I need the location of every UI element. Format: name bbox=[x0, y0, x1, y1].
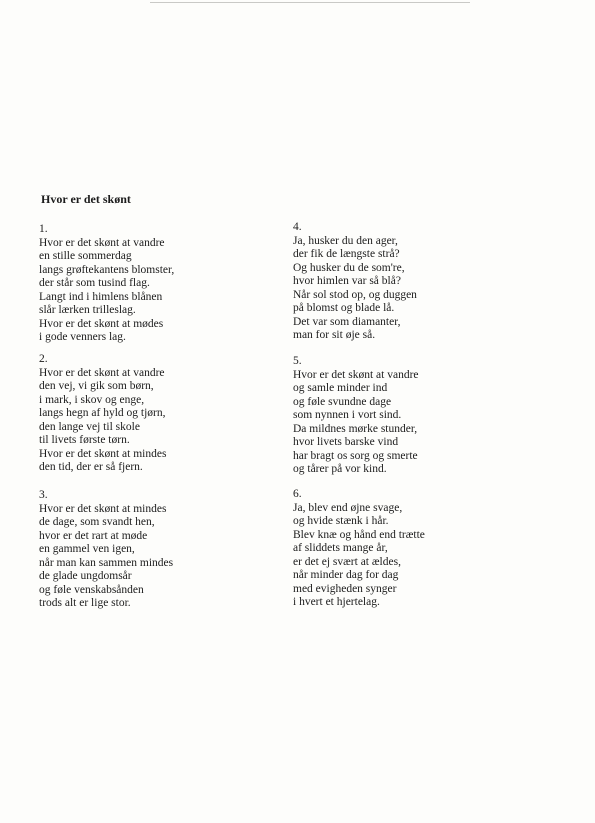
verse-line: langs grøftekantens blomster, bbox=[39, 263, 175, 276]
verse-line: Blev knæ og hånd end trætte bbox=[293, 528, 425, 541]
verse-line: den lange vej til skole bbox=[39, 420, 140, 433]
verse-line: de dage, som svandt hen, bbox=[39, 516, 155, 528]
verse-line: der står som tusind flag. bbox=[39, 277, 150, 289]
verse-number: 5. bbox=[293, 355, 302, 367]
verse-line: slår lærken trilleslag. bbox=[39, 304, 136, 316]
verse-line: på blomst og blade lå. bbox=[293, 302, 395, 314]
verse-3 bbox=[39, 489, 173, 611]
verse-line: af sliddets mange år, bbox=[293, 542, 388, 554]
verse-6 bbox=[293, 488, 425, 610]
verse-2 bbox=[39, 353, 166, 475]
verse-line: en gammel ven igen, bbox=[39, 543, 135, 555]
verse-number: 2. bbox=[39, 353, 48, 365]
scan-edge-line bbox=[150, 2, 470, 3]
verse-line: Langt ind i himlens blånen bbox=[39, 290, 163, 303]
verse-line: og føle venskabsånden bbox=[39, 583, 144, 596]
verse-line: og samle minder ind bbox=[293, 382, 388, 394]
verse-line: i hvert et hjertelag. bbox=[293, 596, 380, 608]
verse-line: Hvor er det skønt at mindes bbox=[39, 447, 167, 460]
verse-number: 1. bbox=[39, 223, 48, 235]
verse-line: hvor livets barske vind bbox=[293, 436, 399, 448]
verse-line: Ja, husker du den ager, bbox=[293, 234, 398, 247]
verse-line: Hvor er det skønt at mindes bbox=[39, 502, 167, 515]
verse-line: når man kan sammen mindes bbox=[39, 556, 174, 569]
verse-line: har bragt os sorg og smerte bbox=[293, 449, 418, 462]
verse-line: Hvor er det skønt at vandre bbox=[39, 366, 165, 379]
verse-line: Og husker du de som're, bbox=[293, 261, 405, 274]
verse-4 bbox=[293, 221, 417, 343]
verse-line: i mark, i skov og enge, bbox=[39, 393, 145, 406]
poem-title: Hvor er det skønt bbox=[41, 192, 131, 206]
verse-number: 4. bbox=[293, 221, 302, 233]
verse-line: med evigheden synger bbox=[293, 582, 397, 595]
verse-number: 6. bbox=[293, 488, 302, 500]
verse-line: og føle svundne dage bbox=[293, 395, 392, 408]
verse-5 bbox=[293, 355, 419, 477]
verse-line: hvor er det rart at møde bbox=[39, 529, 148, 542]
verse-line: hvor himlen var så blå? bbox=[293, 275, 401, 287]
verse-line: Det var som diamanter, bbox=[293, 315, 401, 328]
verse-line: den vej, vi gik som børn, bbox=[39, 380, 154, 392]
verse-line: Hvor er det skønt at mødes bbox=[39, 317, 164, 330]
verse-line: en stille sommerdag bbox=[39, 250, 132, 262]
verse-line: Ja, blev end øjne svage, bbox=[293, 501, 403, 514]
verse-line: Hvor er det skønt at vandre bbox=[39, 236, 165, 249]
verse-number: 3. bbox=[39, 489, 48, 501]
verse-line: man for sit øje så. bbox=[293, 329, 376, 341]
verse-line: langs hegn af hyld og tjørn, bbox=[39, 407, 166, 419]
verse-line: og tårer på vor kind. bbox=[293, 463, 387, 475]
verse-line: der fik de længste strå? bbox=[293, 248, 400, 260]
verse-line: de glade ungdomsår bbox=[39, 570, 132, 582]
verse-line: trods alt er lige stor. bbox=[39, 597, 131, 609]
verse-1 bbox=[39, 223, 174, 345]
verse-line: når minder dag for dag bbox=[293, 569, 399, 581]
verse-line: som nynnen i vort sind. bbox=[293, 409, 402, 421]
verse-line: Da mildnes mørke stunder, bbox=[293, 422, 418, 435]
verse-line: i gode venners lag. bbox=[39, 331, 126, 343]
verse-line: til livets første tørn. bbox=[39, 434, 130, 446]
verse-line: Når sol stod op, og duggen bbox=[293, 288, 417, 301]
verse-line: og hvide stænk i hår. bbox=[293, 515, 389, 527]
verse-line: er det ej svært at ældes, bbox=[293, 555, 401, 568]
verse-line: den tid, der er så fjern. bbox=[39, 461, 143, 473]
verse-line: Hvor er det skønt at vandre bbox=[293, 368, 419, 381]
